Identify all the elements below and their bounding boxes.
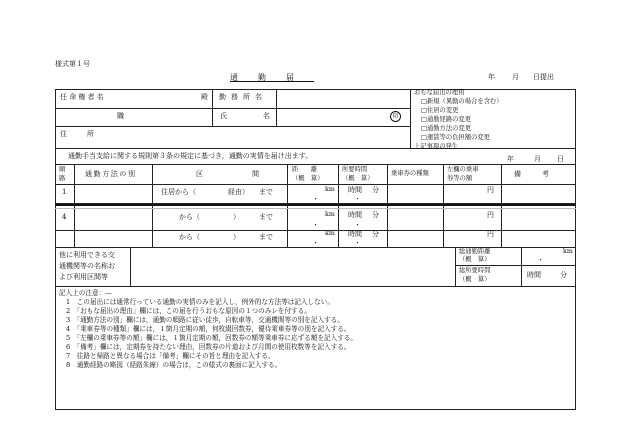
row1-yen: 円 (487, 186, 494, 194)
row1-min: 分 (372, 186, 379, 194)
row1-no: 1 (62, 188, 67, 196)
total-distance-label-2: （概 算） (459, 256, 491, 263)
note-2: 2 「おもな届出の理由」欄には，この届を行うおもな原因の１つのみレを付する。 (66, 307, 311, 315)
col-fare-2: 券等の額 (447, 175, 473, 182)
note-7: 7 往路と帰路と異なる場合は「備考」欄にその旨と理由を記入する。 (66, 352, 275, 360)
col-distance-2: （概 算） (292, 175, 324, 182)
notes-heading: 記入上の注意：― (59, 289, 112, 297)
other-transport-3: よび利用区間等 (59, 273, 108, 281)
col-time-1: 所要時間 (342, 166, 368, 173)
row5-yen: 円 (487, 230, 494, 238)
row1-from: 住居から（ (161, 188, 196, 196)
row4-to: まで (259, 213, 273, 221)
col-distance-1: 距 離 (292, 166, 318, 173)
reason-new[interactable]: □新規（異動の場合を含む） (421, 98, 503, 105)
row4-km: km (325, 211, 335, 218)
row4-min: 分 (372, 211, 379, 219)
seal-mark: 印 (390, 111, 401, 122)
col-seq-2: 路 (59, 175, 66, 182)
row1-hour: 時間 (348, 186, 362, 194)
reason-route-change[interactable]: □通勤経路の変更 (421, 116, 472, 123)
row4-from: から（ (179, 213, 200, 221)
row5-hour: 時間 (348, 230, 362, 238)
total-min: 分 (560, 271, 567, 279)
occ-day-label: 日 (557, 155, 564, 163)
col-section: 区 間 (196, 170, 259, 178)
col-time-2: （概 算） (342, 175, 374, 182)
reason-fare-change[interactable]: □運賃等の負担額の変更 (421, 134, 490, 141)
other-transport-2: 通機関等の名称お (59, 262, 115, 270)
row5-to: まで (259, 233, 273, 241)
reasons-heading: おもな届出の理由 (414, 89, 465, 96)
col-method: 通勤方法の別 (85, 170, 137, 178)
col-fare-1: 左欄の乗車 (447, 166, 479, 173)
col-ticket: 乗車券の種類 (391, 170, 429, 177)
occurrence-label: 上記事項の発生 (414, 143, 459, 150)
post-label: 勤務所名 (219, 93, 267, 101)
row5-min: 分 (372, 230, 379, 238)
date-day-label: 日提出 (533, 73, 554, 81)
name-label: 氏名 (220, 112, 306, 120)
col-remarks: 備 考 (514, 170, 549, 178)
address-label: 住所 (60, 130, 114, 138)
row4-via: ） (233, 213, 240, 221)
job-label: 職 (117, 112, 124, 120)
note-4: 4 「乗車券等の種類」欄には，１箇月定期の額，何枚綴回数券，優待乗車券等の別を記入する。 (66, 325, 351, 333)
total-time-label-2: （概 算） (459, 276, 491, 283)
note-5: 5 「左欄の乗車券等の額」欄には，１箇月定期の額，回数券の額等乗車券に応ずる額を記入する。 (66, 334, 358, 342)
occ-month-label: 月 (534, 155, 541, 163)
statement-text: 通勤手当支給に関する規則第３条の規定に基づき，通勤の実情を届け出ます。 (68, 152, 313, 160)
occ-year-label: 年 (507, 155, 514, 163)
total-distance-label-1: 総通勤距離 (459, 248, 491, 255)
total-time-label-1: 総所要時間 (459, 267, 491, 274)
dono-label: 殿 (201, 93, 208, 101)
row5-via: ） (233, 233, 240, 241)
row5-km: km (325, 230, 335, 237)
row5-from: から（ (179, 233, 200, 241)
note-3: 3 「通勤方法の別」欄には，通勤の順路に従い徒歩，自転車等，交通機関等の別を記入する。 (66, 316, 344, 324)
other-transport-1: 他に利用できる交 (59, 251, 115, 259)
col-seq-1: 順 (59, 166, 66, 173)
row4-no: 4 (62, 213, 67, 221)
page-title: 通勤届 (230, 73, 314, 82)
appointer-label: 任命権者名 (60, 93, 106, 101)
reason-method-change[interactable]: □通勤方法の変更 (421, 125, 472, 132)
note-8: 8 通勤経路の略図（経路朱線）の場合は，この様式の裏面に記入する。 (66, 361, 282, 369)
row4-yen: 円 (487, 211, 494, 219)
note-6: 6 「備考」欄には，定期券を持たない理由，回数券の片道および月間の使用枚数等を記入する。 (66, 343, 351, 351)
note-1: 1 この届出には通常行っている通勤の実情のみを記入し，例外的な方法等は記入しない。 (66, 298, 334, 306)
date-year-label: 年 (488, 73, 495, 81)
reason-address-change[interactable]: □住居の変更 (421, 107, 459, 114)
row1-to: まで (259, 188, 273, 196)
row4-hour: 時間 (348, 211, 362, 219)
total-distance-unit: km (563, 248, 573, 255)
row1-km: km (325, 186, 335, 193)
form-number: 様式第１号 (55, 60, 90, 68)
total-hour: 時間 (527, 271, 541, 279)
row1-via: 経由） (228, 188, 249, 196)
date-month-label: 月 (512, 73, 519, 81)
